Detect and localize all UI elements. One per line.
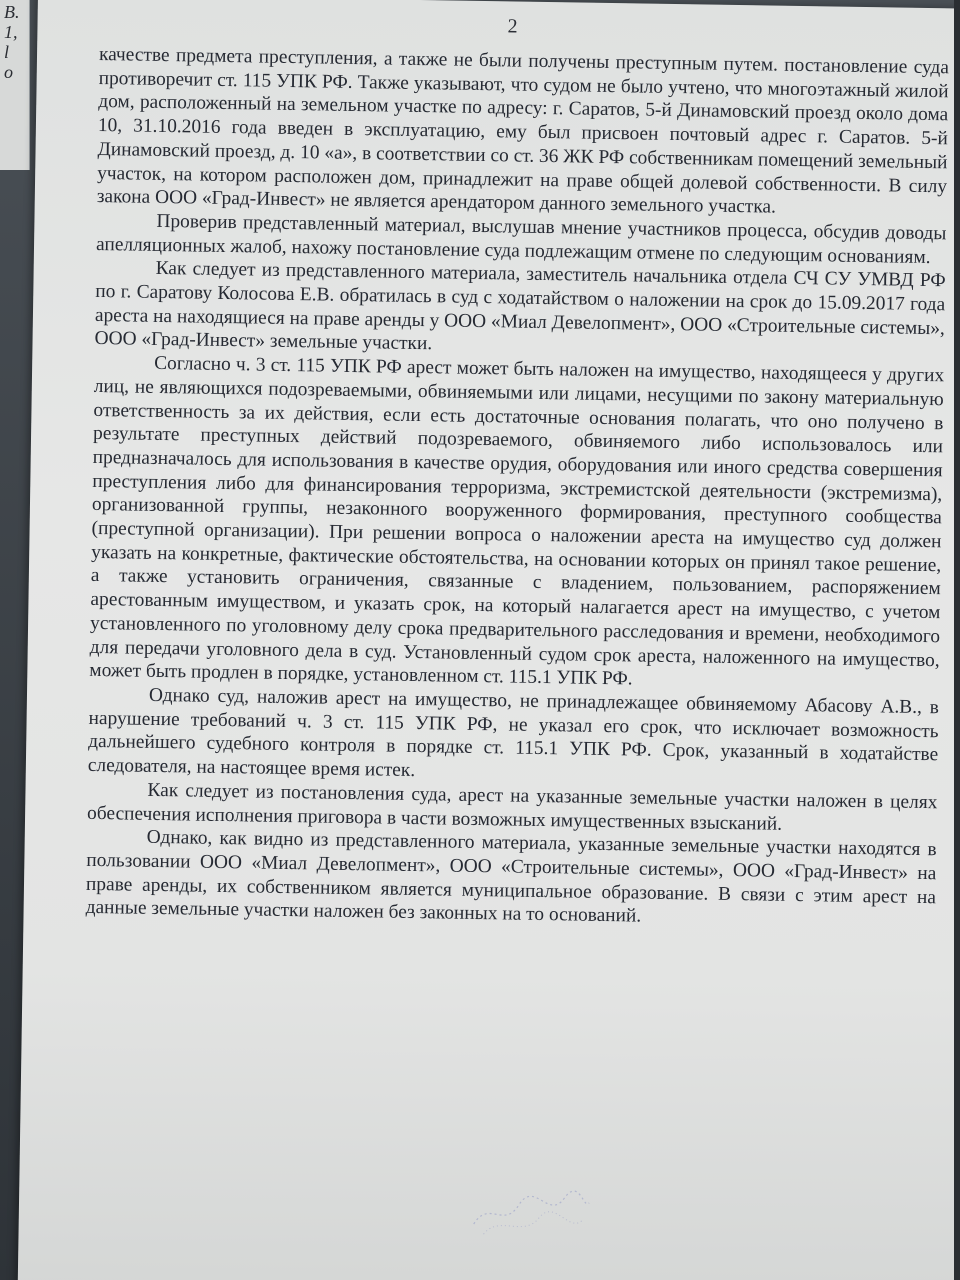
document-body bbox=[85, 43, 949, 933]
faint-ink-mark bbox=[463, 1179, 594, 1241]
page-number: 2 bbox=[507, 15, 518, 38]
paragraph: Согласно ч. 3 ст. 115 УПК РФ арест может быть наложен на имущество, находящееся у других лиц, не являющихся подозреваемыми, обвиняемыми или лицами, несущими по закону материальную ответственность за их действия, если есть достаточные основания полагать, что оно получено в результате преступных действий подозреваемого, обвиняемого либо использовалось или предназначалось для использования в качестве орудия, оборудования или иного средства совершения преступления либо для финансирования терроризма, экстремистской деятельности (экстремизма), организованной группы, незаконного вооруженного формирования, преступного сообщества (преступной организации). При решении вопроса о наложении ареста на имущество суд должен указать на конкретные, фактические обстоятельства, на основании которых он принял такое решение, а также установить ограничения, связанные с владением, пользованием, распоряжением арестованным имуществом, и указать срок, на который налагается арест на имущество, с учетом установленного по уголовному делу срока предварительного расследования и времени, необходимого для передачи уголовного дела в суд. Установленный судом срок ареста, наложенного на имущество, может быть продлен в порядке, установленном ст. 115.1 УПК РФ. bbox=[89, 353, 945, 690]
prev-page-fragment: В. bbox=[4, 2, 20, 22]
paragraph: качестве предмета преступления, а также не были получены преступным путем. постановление суда противоречит ст. 115 УПК РФ. Также указывают, что судом не было учтено, что многоэтажный жилой дом, расположенный на земельном участке по адресу: г. Саратов, 5-й Динамовский проезд около дома 10, 31.10.2016 года введен в эксплуатацию, ему был присвоен почтовый адрес г. Саратов. 5-й Динамовский проезд, д. 10 «а», в соответствии со ст. 36 ЖК РФ собственникам помещений земельный участок, на котором расположен дом, принадлежит на праве общей долевой собственности. В силу закона ООО «Град-Инвест» не является арендатором данного земельного участка. bbox=[96, 43, 950, 218]
paragraph: Однако суд, наложив арест на имущество, не принадлежащее обвиняемому Абасову А.В., в нарушение требований ч. 3 ст. 115 УПК РФ, не указал его срок, что исключает возможность дальнейшего судебного контроля в порядке ст. 115.1 УПК РФ. Срок, указанный в ходатайстве следователя, на настоящее время истек. bbox=[87, 684, 940, 782]
paragraph: Как следует из постановления суда, арест на указанные земельные участки наложен в целях обеспечения исполнения приговора в части возможных имущественных взысканий. bbox=[86, 779, 938, 835]
paragraph: Как следует из представленного материала, заместитель начальника отдела СЧ СУ УМВД РФ по г. Саратову Колосова Е.В. обратилась в суд с ходатайством о наложении на срок до 15.09.2017 года ареста на находящиеся на праве аренды у ООО «Миал Девелопмент», ООО «Строительные системы», ООО «Град-Инвест» земельные участки. bbox=[94, 258, 946, 355]
paragraph: Однако, как видно из представленного материала, указанные земельные участки находятся в пользовании ООО «Миал Девелопмент», ООО «Строительные системы», ООО «Град-Инвест» на праве аренды, их собственником является муниципальное образование. В связи с этим арест на данные земельные участки наложен без законных на то оснований. bbox=[85, 827, 937, 927]
document-page bbox=[18, 0, 960, 1280]
prev-page-fragment: 1, bbox=[4, 22, 18, 42]
photo-edge-shadow bbox=[954, 0, 960, 1280]
previous-page-edge bbox=[0, 0, 30, 170]
prev-page-fragment: l bbox=[4, 42, 10, 62]
paragraph: Проверив представленный материал, выслушав мнение участников процесса, обсудив доводы апелляционных жалоб, нахожу постановление суда подлежащим отмене по следующим основаниям. bbox=[95, 210, 947, 268]
prev-page-fragment: о bbox=[4, 62, 13, 82]
